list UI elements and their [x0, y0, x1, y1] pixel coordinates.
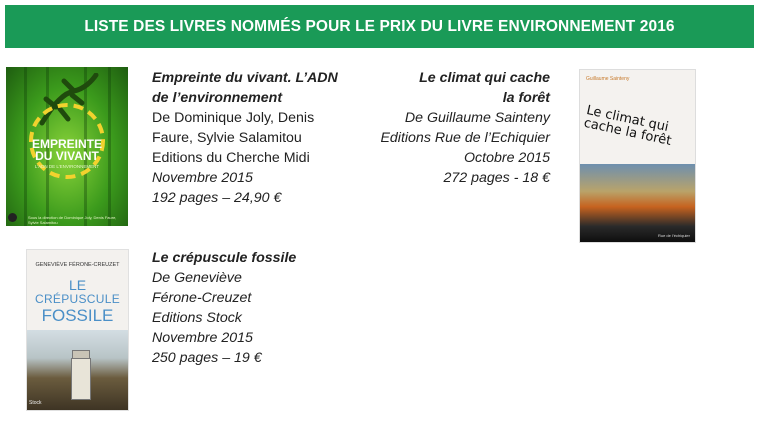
book-title-line: de l’environnement: [152, 90, 283, 106]
book-publisher: Editions Rue de l’Echiquier: [380, 130, 550, 146]
book-entry-climat: [340, 68, 550, 188]
book-publisher: Editions du Cherche Midi: [152, 150, 310, 166]
book-author-line: De Geneviève: [152, 270, 242, 286]
book-author-line: Faure, Sylvie Salamitou: [152, 130, 302, 146]
cover-title: LE: [68, 277, 87, 293]
cover-author: GENEVIÈVE FÉRONE-CREUZET: [35, 262, 120, 268]
book-title-line: la forêt: [502, 90, 550, 106]
book-cover-climat: [580, 70, 695, 242]
cover-author: Guillaume Sainteny: [586, 76, 630, 82]
cover-editor: Stock: [29, 400, 42, 406]
book-entry-crepuscule: [152, 248, 296, 368]
book-date: Novembre 2015: [152, 170, 253, 186]
book-pages-price: 272 pages - 18 €: [443, 170, 550, 186]
cover-title: EMPREINTE DU VIVANT: [31, 137, 102, 163]
book-pages-price: 192 pages – 24,90 €: [152, 190, 282, 206]
book-author-line: Férone-Creuzet: [152, 290, 252, 306]
book-date: Octobre 2015: [464, 150, 550, 166]
book-author-line: De Guillaume Sainteny: [404, 110, 550, 126]
book-cover-crepuscule: [27, 250, 128, 410]
cover-credits: Sous la direction de Dominique Joly, Denis Faure, Sylvie Salamitou: [28, 215, 117, 225]
cover-title: CRÉPUSCULE: [34, 292, 121, 306]
book-author-line: De Dominique Joly, Denis: [152, 110, 315, 126]
book-entry-empreinte: [152, 68, 338, 208]
page-title: LISTE DES LIVRES NOMMÉS POUR LE PRIX DU LIVRE ENVIRONNEMENT 2016: [84, 18, 675, 35]
cover-title: FOSSILE: [41, 306, 114, 325]
cover-photo: [580, 164, 695, 242]
publisher-logo: [8, 213, 17, 222]
cover-title: Le climat qui cache la forêt: [582, 103, 673, 149]
book-title-line: Le crépuscule fossile: [152, 250, 297, 266]
book-title-line: Empreinte du vivant. L’ADN: [152, 70, 338, 86]
book-publisher: Editions Stock: [152, 310, 242, 326]
header-banner: [5, 5, 754, 48]
book-title-line: Le climat qui cache: [419, 70, 550, 86]
gas-pump-illustration: [71, 358, 91, 400]
book-pages-price: 250 pages – 19 €: [152, 350, 262, 366]
book-date: Novembre 2015: [152, 330, 253, 346]
cover-subtitle: L’ADN DE L’ENVIRONNEMENT: [34, 164, 100, 169]
book-cover-empreinte: [6, 67, 128, 226]
cover-editor: Rue de l’échiquier: [657, 233, 690, 238]
